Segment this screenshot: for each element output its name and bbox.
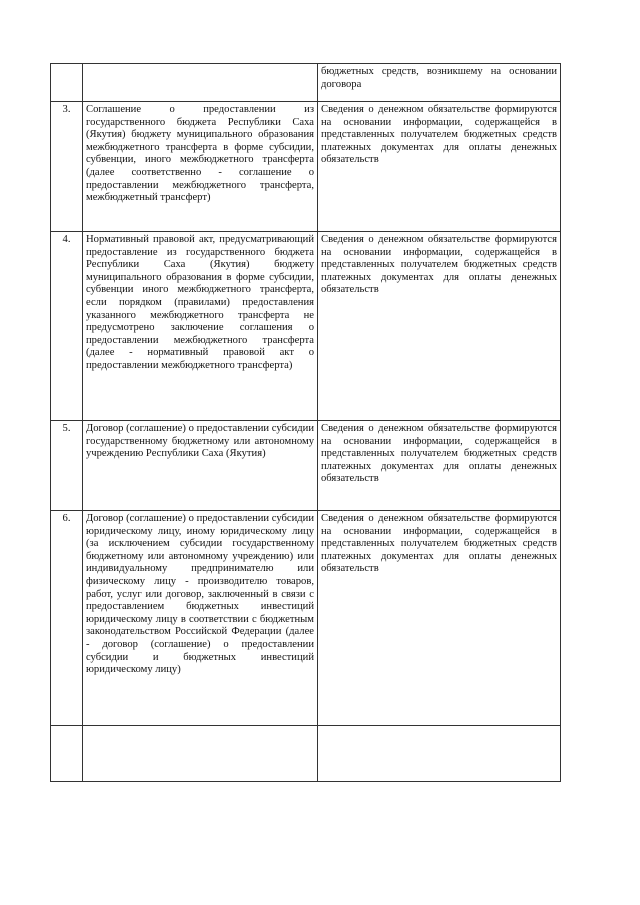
document-type-cell bbox=[83, 726, 318, 782]
row-number bbox=[51, 64, 83, 102]
row-number: 4. bbox=[51, 232, 83, 421]
table-row bbox=[51, 421, 561, 511]
obligation-info-cell: Сведения о денежном обязательстве формируются на основании информации, содержащейся в представленных получателем бюджетных средств платежных документах для оплаты денежных обязательств bbox=[318, 102, 561, 232]
obligation-info-cell: Сведения о денежном обязательстве формируются на основании информации, содержащейся в представленных получателем бюджетных средств платежных документах для оплаты денежных обязательств bbox=[318, 421, 561, 511]
obligation-info-cell: Сведения о денежном обязательстве формируются на основании информации, содержащейся в представленных получателем бюджетных средств платежных документах для оплаты денежных обязательств bbox=[318, 511, 561, 726]
document-type-cell: Договор (соглашение) о предоставлении субсидии юридическому лицу, иному юридическому лицу (за исключением субсидии государственному бюджетному или автономному учреждению) или индивидуальному предпринимателю или физическому лицу - производителю товаров, работ, услуг или договор, заключенный в связи с предоставлением бюджетных инвестиций юридическому лицу в соответствии с бюджетным законодательством Российской Федерации (далее - договор (соглашение) о предоставлении субсидии и бюджетных инвестиций юридическому лицу) bbox=[83, 511, 318, 726]
document-type-cell: Нормативный правовой акт, предусматривающий предоставление из государственного бюджета Республики Саха (Якутия) бюджету муниципального образования в форме субсидии, субвенции иного межбюджетного трансферта, если порядком (правилами) предоставления указанного межбюджетного трансферта не предусмотрено заключение соглашения о предоставлении межбюджетного трансферта (далее - нормативный правовой акт о предоставлении межбюджетного трансферта) bbox=[83, 232, 318, 421]
document-type-cell: Договор (соглашение) о предоставлении субсидии государственному бюджетному или автономному учреждению Республики Саха (Якутия) bbox=[83, 421, 318, 511]
row-number: 6. bbox=[51, 511, 83, 726]
table-row bbox=[51, 102, 561, 232]
table-row bbox=[51, 726, 561, 782]
document-type-cell: Соглашение о предоставлении из государственного бюджета Республики Саха (Якутия) бюджету муниципального образования межбюджетного трансферта в форме субсидии, субвенции, иного межбюджетного трансферта (далее соответственно - соглашение о предоставлении межбюджетного трансферта, межбюджетный трансферт) bbox=[83, 102, 318, 232]
table-row bbox=[51, 232, 561, 421]
obligation-info-cell bbox=[318, 726, 561, 782]
obligations-table bbox=[50, 63, 561, 782]
row-number: 5. bbox=[51, 421, 83, 511]
row-number: 3. bbox=[51, 102, 83, 232]
obligation-info-cell: Сведения о денежном обязательстве формируются на основании информации, содержащейся в представленных получателем бюджетных средств платежных документах для оплаты денежных обязательств bbox=[318, 232, 561, 421]
obligation-info-cell: бюджетных средств, возникшему на основании договора bbox=[318, 64, 561, 102]
table-row bbox=[51, 511, 561, 726]
row-number bbox=[51, 726, 83, 782]
document-type-cell bbox=[83, 64, 318, 102]
table-row bbox=[51, 64, 561, 102]
